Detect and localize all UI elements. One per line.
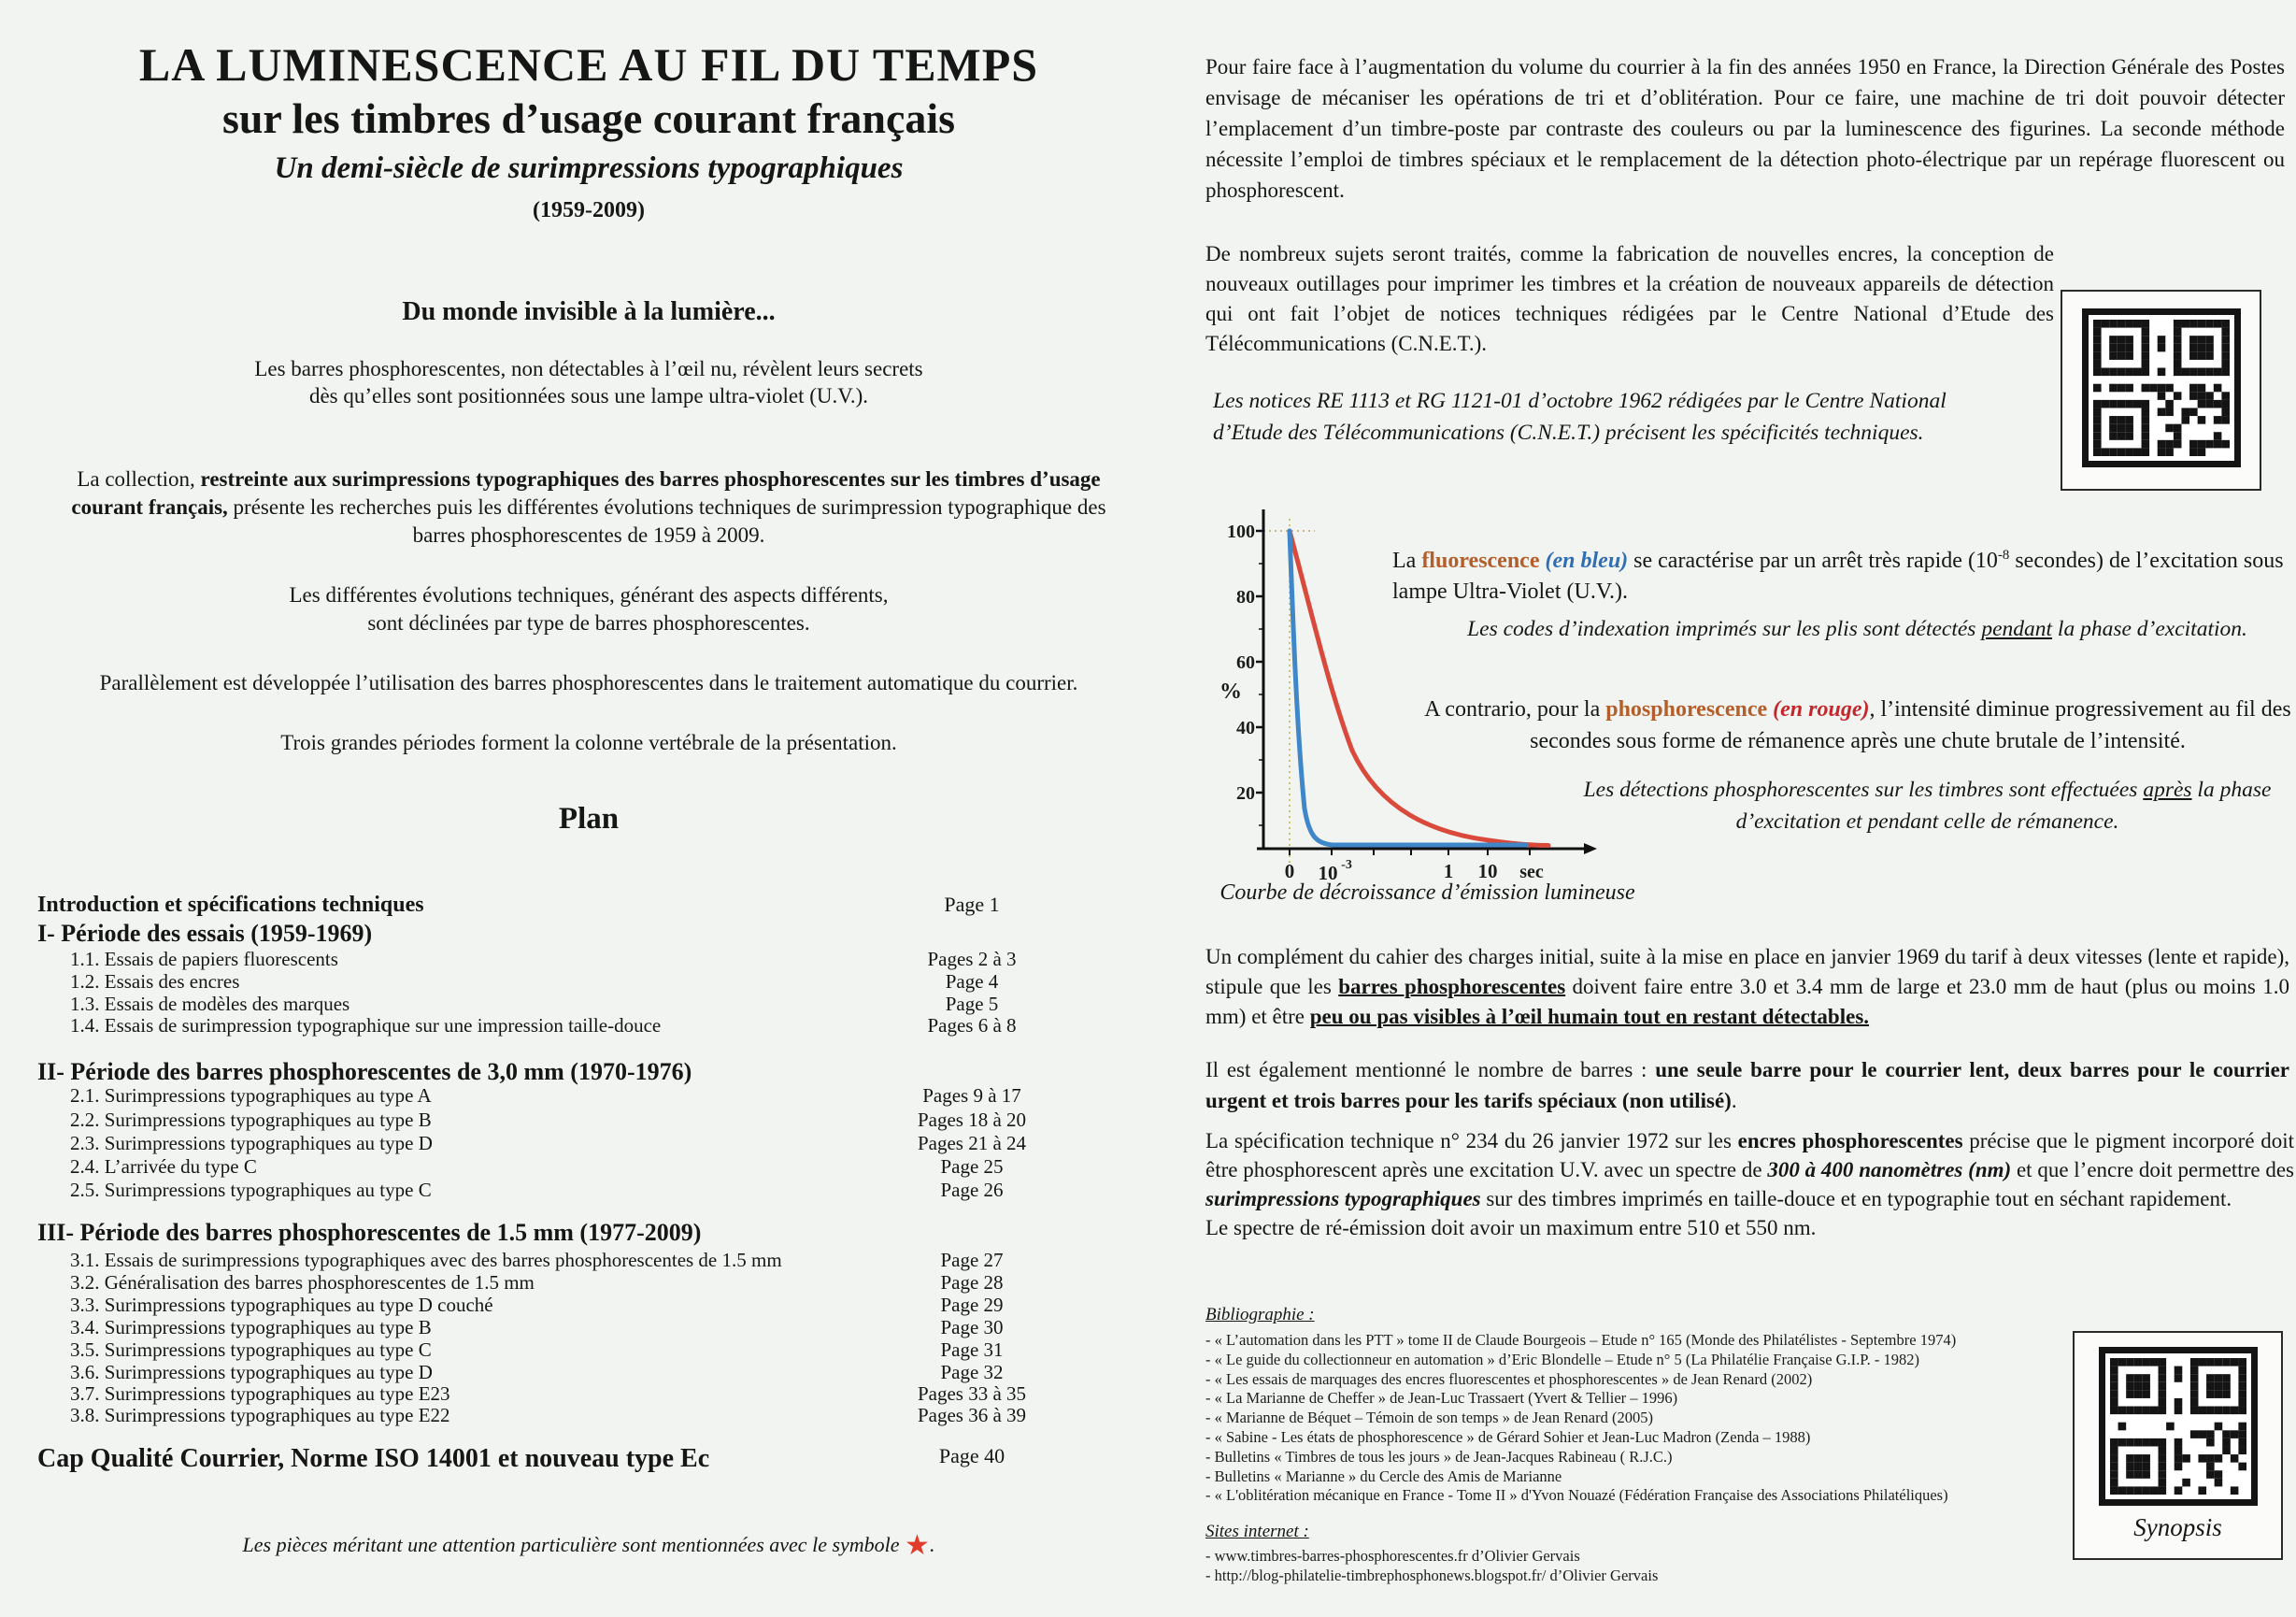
en-bleu-note: (en bleu) [1545,549,1629,573]
notices-line1: Les notices RE 1113 et RG 1121-01 d’octobre 1962 rédigées par le Centre National [1213,389,1947,413]
qr-code-synopsis [2099,1347,2258,1506]
intro-paragraph [28,355,1149,409]
bibliography-item: - « Le guide du collectionneur en automation » d’Eric Blondelle – Etude n° 5 (La Philatélie Française G.I.P. - 1982) [1205,1350,1920,1368]
page-years: (1959-2009) [533,198,645,222]
toc-label: 3.2. Généralisation des barres phosphorescentes de 1.5 mm [70,1271,535,1294]
star-footnote [84,1530,1093,1561]
plan-heading: Plan [558,802,620,836]
toc-page: Pages 6 à 8 [927,1014,1017,1037]
bibliography-item: - « Les essais de marquages des encres fluorescentes et phosphorescentes » de Jean Renard (2002) [1205,1369,1813,1388]
paragraph-specification [1205,1126,2294,1242]
toc-label: 3.1. Essais de surimpressions typographiques avec des barres phosphorescentes de 1.5 mm [70,1249,782,1271]
toc-heading: I- Période des essais (1959-1969) [37,920,373,947]
chart-caption: Courbe de décroissance d’émission lumineuse [1219,880,1635,905]
p4-s2: doivent faire entre 3.0 et 3.4 mm de large et 23.0 mm de haut (plus ou moins 1.0 mm) et être [1205,975,2289,1028]
x-tick-0: 0 [1284,860,1295,882]
y-tick-40: 40 [1236,718,1255,738]
y-tick-100: 100 [1227,522,1255,542]
bibliography-item: - « Marianne de Béquet – Témoin de son temps » de Jean Renard (2005) [1205,1409,1653,1427]
toc-label: 3.3. Surimpressions typographiques au type D couché [70,1294,493,1316]
p6-s1: La spécification technique n° 234 du 26 janvier 1972 sur les [1205,1129,1738,1152]
notices-line2: d’Etude des Télécommunications (C.N.E.T.) précisent les spécificités techniques. [1213,421,1924,445]
p5-bold: une seule barre pour le courrier lent, deux barres pour le courrier urgent et trois barres pour les tarifs spéciaux (non utilisé) [1205,1058,2289,1112]
codes-indexation-line [1420,617,2294,642]
toc-row-1-2 [37,970,1140,994]
toc-heading: III- Période des barres phosphorescentes de 1.5 mm (1977-2009) [37,1219,702,1246]
toc-label: 3.8. Surimpressions typographiques au type E22 [70,1404,450,1426]
toc-section-2-heading [37,1058,1140,1086]
p6-line2: Le spectre de ré-émission doit avoir un maximum entre 510 et 550 nm. [1205,1216,1817,1239]
bibliography-item: - Bulletins « Marianne » du Cercle des Amis de Marianne [1205,1467,1562,1485]
phospho-s1: A contrario, pour la [1424,697,1606,722]
toc-row-1-3 [37,993,1140,1016]
toc-label: 3.4. Surimpressions typographiques au type B [70,1316,432,1338]
x-tick-sec: sec [1519,862,1544,882]
x-tick-1: 1 [1443,860,1454,882]
p5-s1: Il est également mentionné le nombre de barres : [1205,1058,1656,1081]
x-tick-10: 10 [1318,862,1338,884]
fluo-s2: se caractérise par un arrêt très rapide (10 [1628,549,1998,573]
websites-heading: Sites internet : [1205,1522,1309,1541]
bibliography-item: - « Sabine - Les états de phosphorescence » de Gérard Sohier et Jean-Luc Madron (Zenda – 1988) [1205,1427,1811,1446]
detections-s1: Les détections phosphorescentes sur les timbres sont effectuées [1583,778,2144,802]
toc-row-2-1 [37,1084,1140,1108]
en-rouge-note: (en rouge) [1773,697,1870,722]
codes-s1: Les codes d’indexation imprimés sur les plis sont détectés [1467,617,1982,641]
toc-row-2-5 [37,1179,1140,1202]
bibliography-item: - « La Marianne de Cheffer » de Jean-Luc Trassaert (Yvert & Tellier – 1996) [1205,1389,1678,1408]
evolutions-paragraph [28,581,1149,637]
detections-line [1565,774,2289,837]
toc-page: Pages 21 à 24 [917,1132,1027,1154]
toc-label: 3.6. Surimpressions typographiques au type D [70,1361,433,1383]
toc-page: Pages 2 à 3 [927,948,1017,970]
p6-s3: et que l’encre doit permettre des [2011,1158,2294,1181]
star-icon: ★ [905,1530,930,1561]
synopsis-label: Synopsis [2133,1513,2222,1541]
toc-row-3-4 [37,1316,1140,1339]
qr-code-icon [2093,320,2230,456]
toc-page: Page 5 [945,993,999,1015]
codes-s2: la phase d’excitation. [2052,617,2247,641]
toc-label: 1.2. Essais des encres [70,970,240,993]
p4-underlined-2: peu ou pas visibles à l’œil humain tout en restant détectables. [1309,1005,1870,1028]
trois-periodes-paragraph: Trois grandes périodes forment la colonne vertébrale de la présentation. [280,731,897,754]
website-item: - http://blog-philatelie-timbrephosphonews.blogspot.fr/ d’Olivier Gervais [1205,1567,1659,1584]
toc-section-1-heading [37,920,1140,948]
p6-bold-italic-2: surimpressions typographiques [1205,1187,1481,1210]
toc-label: Introduction et spécifications techniques [37,893,424,917]
x-tick-10b: 10 [1477,860,1498,882]
intro-line2: dès qu’elles sont positionnées sous une lampe ultra-violet (U.V.). [308,384,869,408]
toc-label: 2.3. Surimpressions typographiques au type D [70,1132,433,1154]
paragraph-nombre-barres [1205,1054,2289,1116]
phosphorescence-paragraph [1419,694,2296,757]
toc-row-2-3 [37,1132,1140,1155]
toc-row-2-2 [37,1109,1140,1132]
collection-bold: restreinte aux surimpressions typographiques des barres phosphorescentes sur les timbres d’usage courant français, [71,467,1101,519]
toc-label: 1.4. Essais de surimpression typographique sur une impression taille-douce [70,1014,662,1037]
toc-page: Page 4 [945,970,999,993]
toc-page: Page 29 [940,1294,1004,1316]
intro-line1: Les barres phosphorescentes, non détectables à l’œil nu, révèlent leurs secrets [254,357,923,380]
toc-label: 1.1. Essais de papiers fluorescents [70,948,338,970]
toc-row-3-6 [37,1361,1140,1384]
website-item: - www.timbres-barres-phosphorescentes.fr d’Olivier Gervais [1205,1547,1580,1565]
p6-bold-italic-1: 300 à 400 nanomètres (nm) [1767,1158,2012,1181]
qr-code-notices-frame [2061,290,2261,491]
codes-underlined: pendant [1981,617,2053,641]
x-tick-exponent: -3 [1341,858,1352,872]
y-tick-60: 60 [1236,652,1255,673]
collection-paragraph [51,465,1126,550]
p6-bold-1: encres phosphorescentes [1737,1129,1963,1152]
qr-code-synopsis-frame [2073,1331,2283,1560]
websites-list [1205,1546,2140,1585]
toc-row-3-8 [37,1404,1140,1427]
phospho-s2: , l’intensité diminue progressivement au fil des secondes sous forme de rémanence après une chute brutale de l’intensité. [1530,697,2291,753]
toc-page: Page 32 [940,1361,1004,1383]
bibliography-item: - Bulletins « Timbres de tous les jours » de Jean-Jacques Rabineau ( R.J.C.) [1205,1447,1673,1466]
toc-row-3-5 [37,1338,1140,1362]
p6-s4: sur des timbres imprimés en taille-douce et en typographie tout en séchant rapidement. [1480,1187,2232,1210]
toc-row-3-3 [37,1294,1140,1317]
p6-s2: précise que le pigment incorporé doit être phosphorescent après une excitation U.V. avec un spectre de [1205,1129,2295,1181]
p4-s1: Un complément du cahier des charges initial, suite à la mise en place en janvier 1969 du tarif à deux vitesses (lente et rapide), stipule que les [1205,945,2289,998]
toc-page: Pages 33 à 35 [917,1382,1027,1405]
toc-row-3-1 [37,1249,1140,1272]
toc-row-3-2 [37,1271,1140,1295]
page-subtitle: Un demi-siècle de surimpressions typographiques [274,151,904,185]
parallele-paragraph: Parallèlement est développée l’utilisation des barres phosphorescentes dans le traitement automatique du courrier. [99,671,1078,694]
toc-section-3-heading [37,1219,1140,1247]
toc-page: Pages 36 à 39 [917,1404,1027,1426]
toc-row-cap-qualite [37,1444,1140,1474]
y-tick-20: 20 [1236,783,1255,804]
fluorescence-paragraph [1392,540,2291,608]
bibliography-list [1205,1331,2140,1506]
toc-page: Page 1 [944,893,1000,916]
bibliography-item: - « L'oblitération mécanique en France - Tome II » d'Yvon Nouazé (Fédération Française des Associations Philatéliques) [1205,1486,1948,1505]
evolutions-line2: sont déclinées par type de barres phosphorescentes. [367,611,810,635]
toc-page: Page 27 [940,1249,1004,1271]
p5-s2: . [1731,1089,1737,1112]
fluo-s1: La [1392,549,1422,573]
detections-s2: la phase d’excitation et pendant celle de rémanence. [1735,778,2272,834]
paragraph-notices [1213,385,2059,449]
detections-underlined: après [2143,778,2192,802]
section-heading-invisible: Du monde invisible à la lumière... [402,297,776,326]
page-title-line1: LA LUMINESCENCE AU FIL DU TEMPS [138,38,1039,91]
toc-row-introduction [37,893,1140,918]
footnote-period: . [929,1533,935,1556]
paragraph-complement [1205,942,2289,1032]
bibliography-heading: Bibliographie : [1205,1305,1315,1324]
toc-page: Page 28 [940,1271,1004,1294]
toc-label: 2.2. Surimpressions typographiques au type B [70,1109,432,1131]
toc-label: 3.5. Surimpressions typographiques au type C [70,1338,432,1361]
bibliography-item: - « L’automation dans les PTT » tome II de Claude Bourgeois – Etude n° 165 (Monde des Philatélistes - Septembre 1974) [1205,1331,1957,1349]
toc-label: 2.4. L’arrivée du type C [70,1155,257,1178]
toc-page: Page 25 [940,1155,1004,1178]
toc-row-3-7 [37,1382,1140,1406]
qr-code-notices [2082,308,2241,467]
toc-label: 2.5. Surimpressions typographiques au type C [70,1179,432,1201]
toc-heading: II- Période des barres phosphorescentes de 3,0 mm (1970-1976) [37,1058,692,1085]
p4-underlined-1: barres phosphorescentes [1338,975,1566,998]
paragraph-sujets-text: De nombreux sujets seront traités, comme la fabrication de nouvelles encres, la conception de nouveaux outillages pour imprimer les timbres et la création de nouveaux appareils de détection qui ont fait l’objet de notices techniques rédigées par le Centre National d’Etude des Télécommunications (C.N.E.T.). [1205,242,2054,355]
toc-page: Page 30 [940,1316,1004,1338]
toc-label: Cap Qualité Courrier, Norme ISO 14001 et nouveau type Ec [37,1444,710,1473]
toc-label: 1.3. Essais de modèles des marques [70,993,350,1015]
x-axis-arrow [1584,843,1597,854]
y-tick-80: 80 [1236,587,1255,608]
fluorescence-word: fluorescence [1421,549,1546,573]
collection-s2: présente les recherches puis les différentes évolutions techniques de surimpression typographique des barres phosphorescentes de 1959 à 2009. [227,495,1106,547]
y-axis-label: % [1219,680,1242,704]
toc-row-1-1 [37,948,1140,971]
paragraph-courrier: Pour faire face à l’augmentation du volume du courrier à la fin des années 1950 en France, la Direction Générale des Postes envisage de mécaniser les opérations de tri et d’oblitération. Pour ce faire, une machine de tri doit pouvoir détecter l’emplacement d’un timbre-poste par contraste des couleurs ou par la luminescence des figurines. La seconde méthode nécessite l’emploi de timbres spéciaux et le remplacement de la détection photo-électrique par un repérage fluorescent ou phosphorescent. [1205,55,2285,202]
toc-label: 2.1. Surimpressions typographiques au type A [70,1084,432,1107]
fluo-exponent: -8 [1997,548,2010,563]
footnote-text: Les pièces méritant une attention particulière sont mentionnées avec le symbole [242,1533,906,1556]
toc-row-1-4 [37,1014,1140,1037]
collection-s1: La collection, [77,467,201,491]
toc-page: Page 26 [940,1179,1004,1201]
toc-label: 3.7. Surimpressions typographiques au type E23 [70,1382,450,1405]
evolutions-line1: Les différentes évolutions techniques, générant des aspects différents, [289,583,889,607]
toc-page: Pages 9 à 17 [922,1084,1021,1107]
qr-code-icon [2110,1358,2246,1495]
fluo-s3: secondes) de l’excitation sous lampe Ultra-Violet (U.V.). [1392,549,2284,604]
toc-page: Pages 18 à 20 [917,1109,1027,1131]
page-title-line2: sur les timbres d’usage courant français [221,94,956,142]
toc-page: Page 40 [938,1444,1005,1467]
toc-page: Page 31 [940,1338,1004,1361]
toc-row-2-4 [37,1155,1140,1179]
phosphorescence-word: phosphorescence [1605,697,1774,722]
